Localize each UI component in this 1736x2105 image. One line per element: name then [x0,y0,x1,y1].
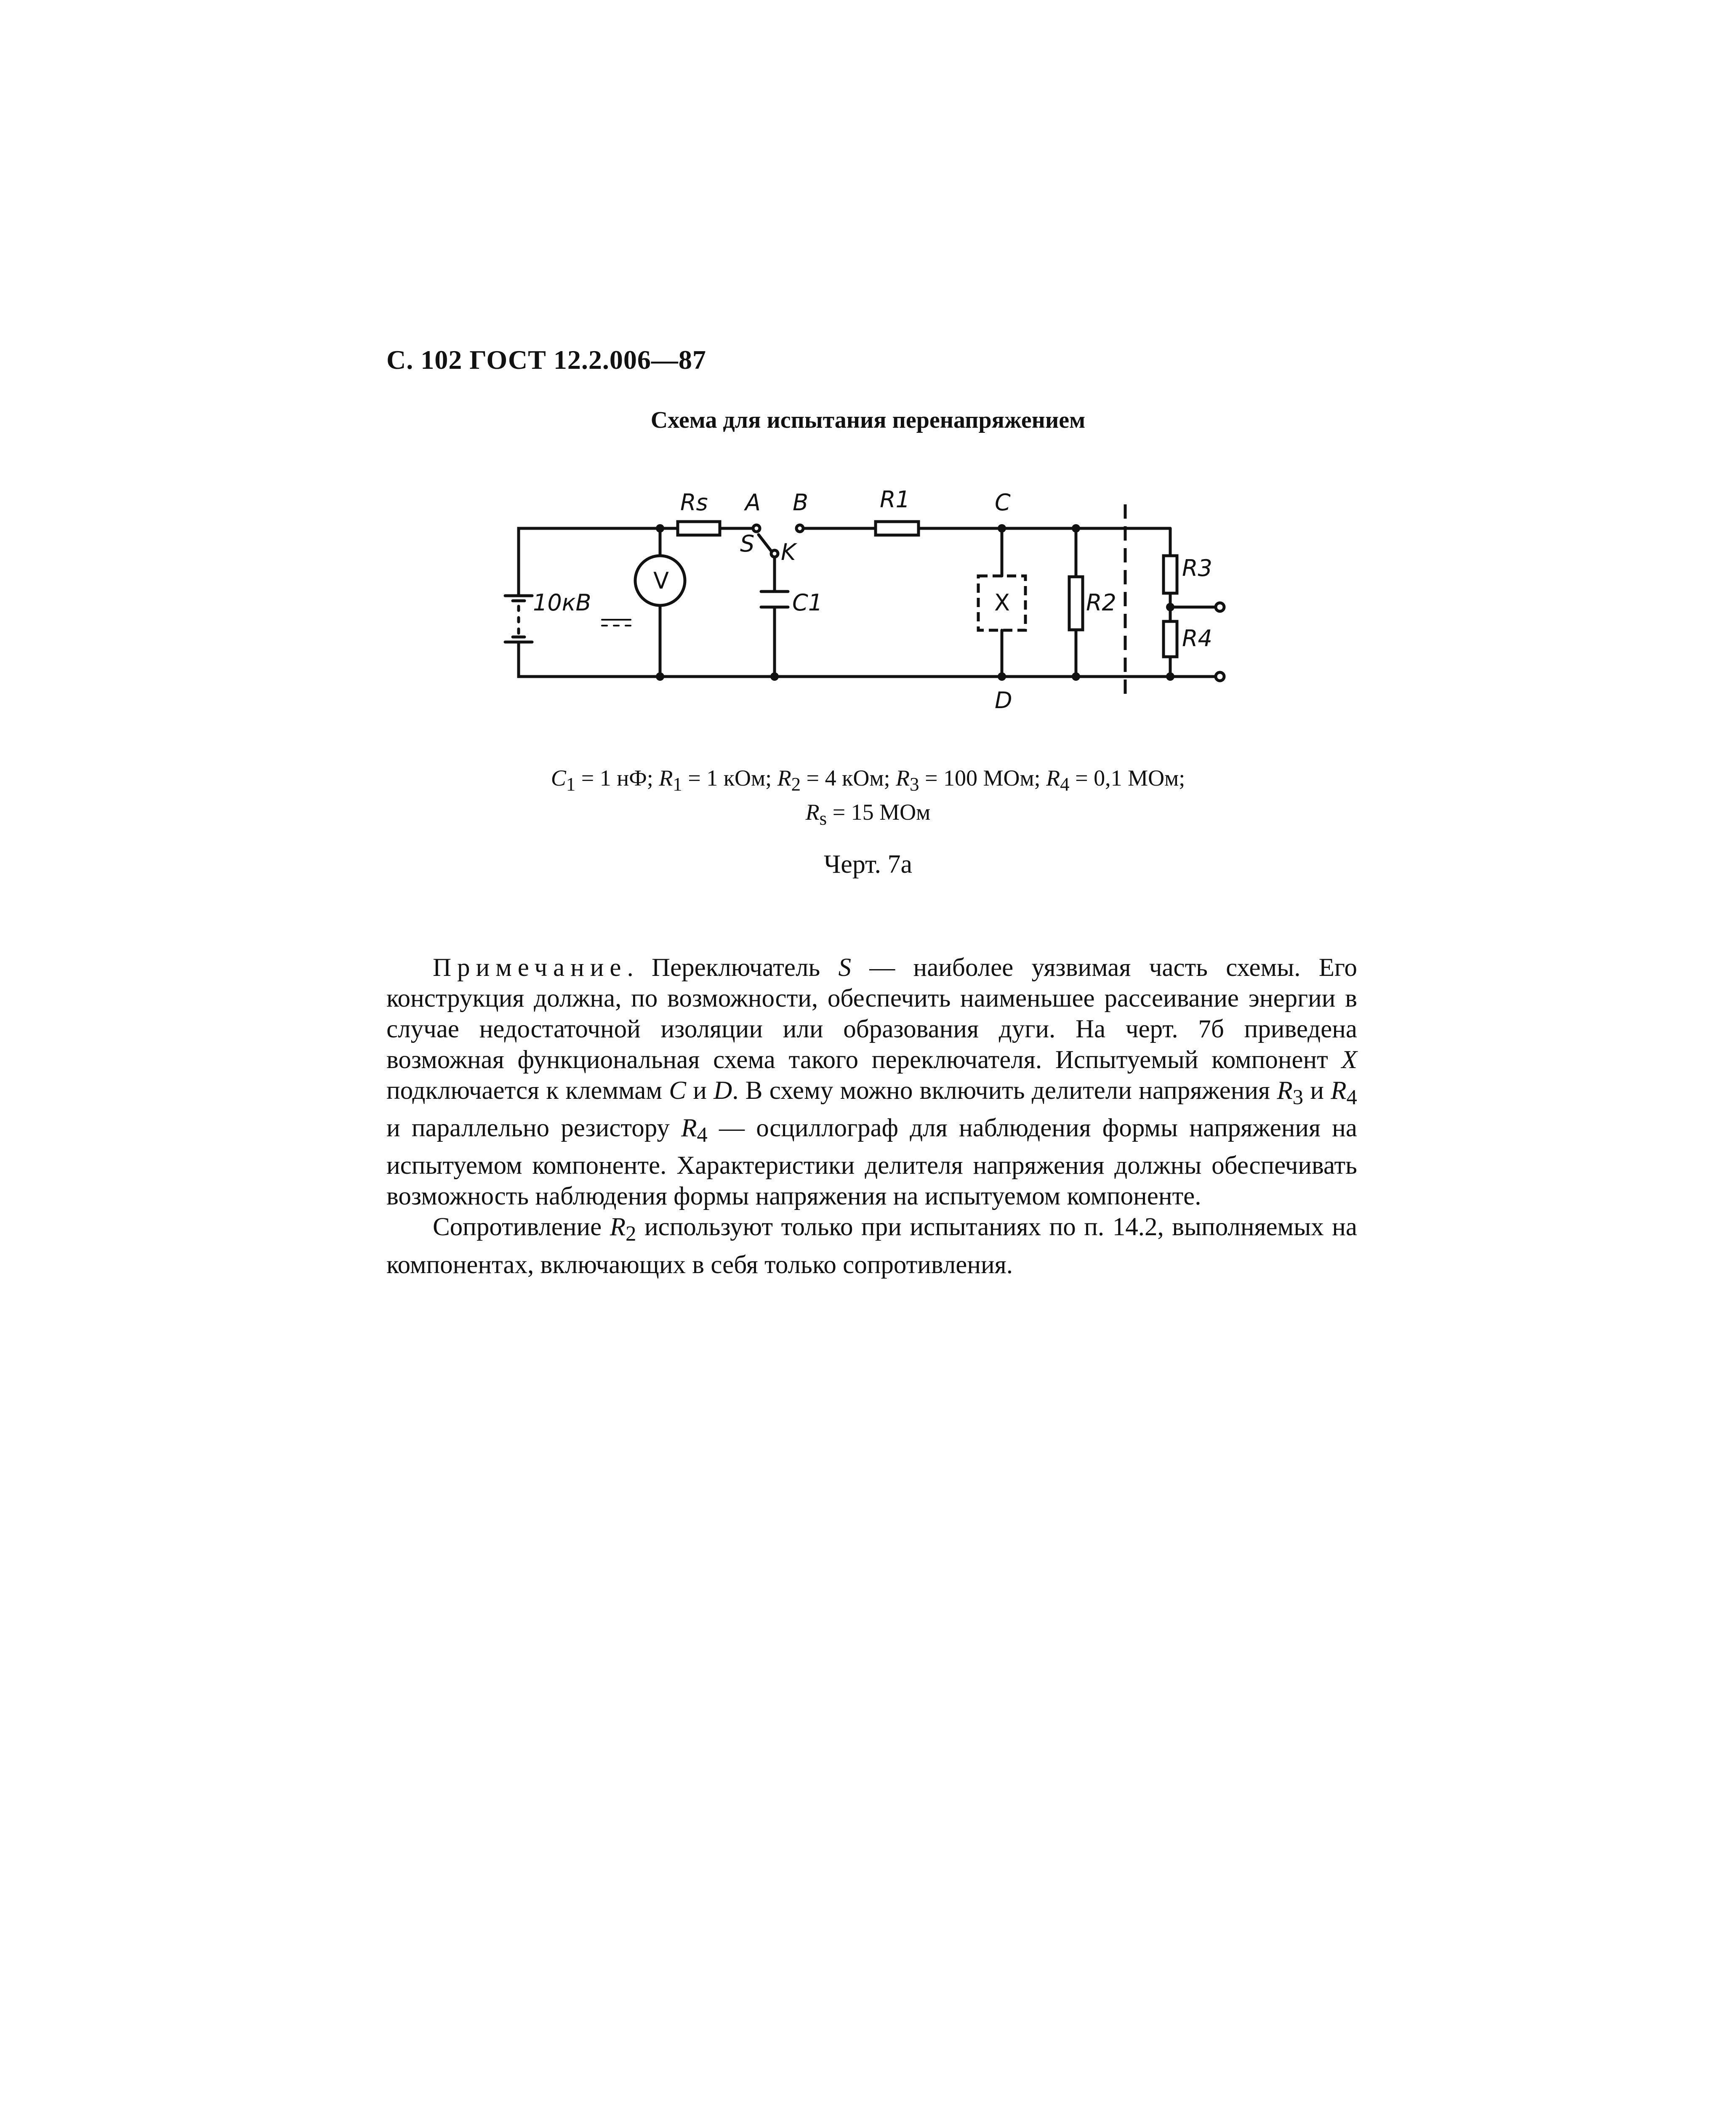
param-c1: $C_1 = 1$ нФ; [551,765,659,795]
label-c1: C1 [792,589,823,616]
circuit-schematic [497,484,1297,737]
output-terminal-top [1216,603,1224,611]
resistor-rs [678,522,720,535]
note-text [386,952,1357,1280]
resistor-r2 [1069,577,1083,630]
param-r4: $R_4 = 0,1$ МОм; [1046,765,1185,795]
terminal-b [796,525,803,532]
terminal-k [771,550,778,557]
label-d: D [995,687,1012,714]
figure-title: Схема для испытания перенапряжением [650,407,1086,433]
label-s: S [740,530,755,557]
label-r4: R4 [1182,625,1212,652]
param-r1: $R_1 = 1$ кОм; [659,765,777,795]
label-voltage: 10кВ [533,589,591,616]
label-k: K [781,539,796,565]
resistor-r1 [876,522,919,535]
label-b: B [793,489,809,516]
battery-symbol [505,596,532,642]
capacitor-c1 [761,592,788,607]
dc-symbol [602,620,631,626]
output-terminal-bottom [1216,672,1224,681]
param-rs: $R_s = 15$ МОм [805,799,931,829]
figure-caption: Черт. 7а [824,850,912,879]
param-r2: $R_2 = 4$ кОм; [777,765,896,795]
note-paragraph-1: Примечание. Переключатель S — наиболее уязвимая часть схемы. Его конструкция должна, по возможности, обеспечить наименьшее рассеивание энергии в случае недостаточной изоляции или образования дуги. На черт. 7б приведена возможная функциональная схема такого переключателя. Испытуемый компонент X подключается к клеммам C и D. В схему можно включить делители напряжения $R_3$ и $R_4$ и параллельно резистору $R_4$ — осциллограф для наблюдения формы напряжения на испытуемом компоненте. Характеристики делителя напряжения должны обеспечивать возможность наблюдения формы напряжения на испытуемом компоненте. [386,954,1357,1211]
label-r2: R2 [1086,589,1116,616]
resistor-r4 [1164,621,1177,657]
resistor-r3 [1164,556,1177,593]
label-r1: R1 [880,486,910,513]
label-voltmeter: V [653,568,669,594]
label-a: A [745,489,761,516]
note-label: Примечание [433,954,627,982]
label-r3: R3 [1182,555,1212,581]
component-parameters [0,764,1736,832]
running-header: С. 102 ГОСТ 12.2.006—87 [386,345,706,375]
label-rs: Rs [680,489,708,516]
note-paragraph-2: Сопротивление $R_2$ используют только при испытаниях по п. 14.2, выполняемых на компонентах, включающих в себя только сопротивления. [386,1213,1357,1279]
parameters-line-1 [0,764,1736,798]
label-c: C [995,489,1011,516]
parameters-line-2 [0,798,1736,832]
param-r3: $R_3 = 100$ МОм; [896,765,1046,795]
label-x: X [994,589,1010,616]
